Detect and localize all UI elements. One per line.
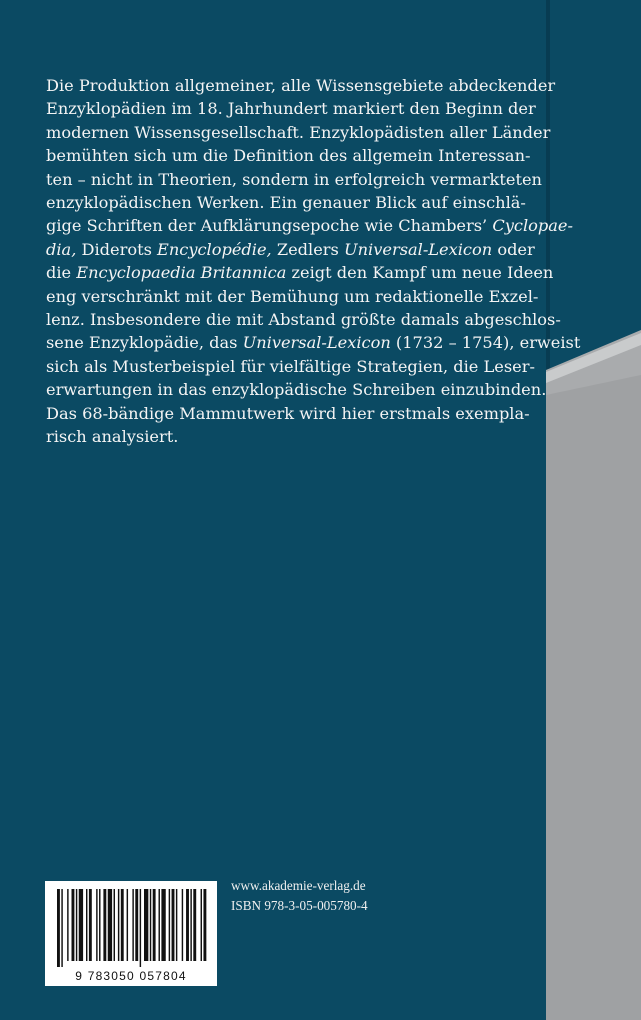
barcode-bar [57, 889, 60, 967]
text-segment: gige Schriften der Aufklärungsepoche wie Chambers’ [46, 216, 493, 236]
text-segment: Das 68-bändige Mammutwerk wird hier erstmals exempla- [46, 403, 530, 423]
barcode-bar [159, 889, 160, 961]
text-segment: (1732 – 1754), erweist [390, 333, 581, 353]
barcode-bar [186, 889, 189, 961]
barcode-bar [89, 889, 92, 961]
text-segment: sene Enzyklopädie, das [46, 333, 243, 353]
barcode-bar [114, 889, 115, 961]
barcode-bar [121, 889, 124, 961]
text-segment: bemühten sich um die Definition des allgemein Interessan- [46, 146, 531, 166]
barcode-bar [108, 889, 112, 961]
italic-title: Universal-Lexicon [343, 239, 493, 259]
italic-title: Cyclopae- [492, 216, 573, 236]
text-line [46, 308, 561, 331]
barcode-bar [176, 889, 177, 961]
text-segment: modernen Wissensgesellschaft. Enzyklopädisten aller Länder [46, 122, 551, 142]
barcode-bar [67, 889, 68, 961]
barcode-bar [203, 889, 206, 961]
italic-title: Encyclopaedia Britannica [76, 263, 287, 283]
text-segment: risch analysiert. [46, 427, 179, 447]
barcode-bar [72, 889, 75, 961]
barcode-bar [127, 889, 128, 961]
barcode-digits: 9 783050 057804 [75, 969, 187, 983]
text-line [46, 331, 581, 354]
text-segment: Diderots [76, 239, 158, 259]
barcode-bar [96, 889, 97, 961]
text-line [46, 97, 546, 120]
text-line [46, 74, 556, 97]
text-segment: oder [492, 239, 535, 259]
barcode-bar [118, 889, 119, 961]
text-segment: die [46, 263, 77, 283]
barcode-bar [103, 889, 106, 961]
text-line [46, 355, 546, 378]
barcode-bar [161, 889, 165, 961]
text-segment: sich als Musterbeispiel für vielfältige Strategien, die Leser- [46, 356, 535, 376]
text-line [46, 168, 546, 191]
text-line [46, 402, 546, 425]
barcode-bar [132, 889, 133, 961]
barcode-bar [61, 889, 62, 967]
decorative-side-stripe [546, 0, 641, 1020]
text-segment: lenz. Insbesondere die mit Abstand größte damals abgeschlos- [46, 310, 561, 330]
text-segment: eng verschränkt mit der Bemühung um redaktionelle Exzel- [46, 286, 539, 306]
barcode-bar [182, 889, 183, 961]
italic-title: dia, [46, 239, 77, 259]
publisher-url[interactable]: www.akademie-verlag.de [231, 878, 366, 893]
text-segment: Zedlers [271, 239, 344, 259]
text-line [46, 144, 546, 167]
barcode-bar [135, 889, 138, 961]
text-segment: Enzyklopädien im 18. Jahrhundert markiert den Beginn der [46, 99, 536, 119]
barcode-bar [99, 889, 100, 961]
isbn-barcode [45, 881, 217, 986]
text-line [46, 214, 573, 237]
barcode-bar [172, 889, 175, 961]
barcode-bar [150, 889, 151, 961]
description-text [46, 74, 581, 449]
text-segment: ten – nicht in Theorien, sondern in erfolgreich vermarkteten [46, 169, 542, 189]
barcode-bar [144, 889, 148, 961]
text-line [46, 378, 546, 401]
text-segment: enzyklopädischen Werken. Ein genauer Blick auf einschlä- [46, 193, 526, 213]
text-line [46, 285, 546, 308]
italic-title: Encyclopédie, [157, 239, 272, 259]
barcode-bar [190, 889, 191, 961]
barcode-bar [193, 889, 196, 961]
text-line [46, 121, 551, 144]
isbn-number: ISBN 978-3-05-005780-4 [231, 898, 368, 913]
text-line [46, 191, 546, 214]
text-line [46, 261, 554, 284]
text-segment: Die Produktion allgemeiner, alle Wissensgebiete abdeckender [46, 76, 556, 95]
barcode-bar [153, 889, 156, 961]
text-line [46, 425, 546, 448]
text-line [46, 238, 546, 261]
barcode-bar [140, 889, 141, 967]
barcode-bar [169, 889, 170, 961]
text-segment: zeigt den Kampf um neue Ideen [286, 263, 554, 283]
barcode-bar [79, 889, 83, 961]
italic-title: Universal-Lexicon [242, 333, 391, 353]
barcode-bar [201, 889, 202, 961]
text-segment: erwartungen in das enzyklopädische Schreiben einzubinden. [46, 380, 547, 400]
publisher-info [231, 876, 368, 916]
barcode-bar [86, 889, 87, 961]
barcode-bar [76, 889, 77, 961]
